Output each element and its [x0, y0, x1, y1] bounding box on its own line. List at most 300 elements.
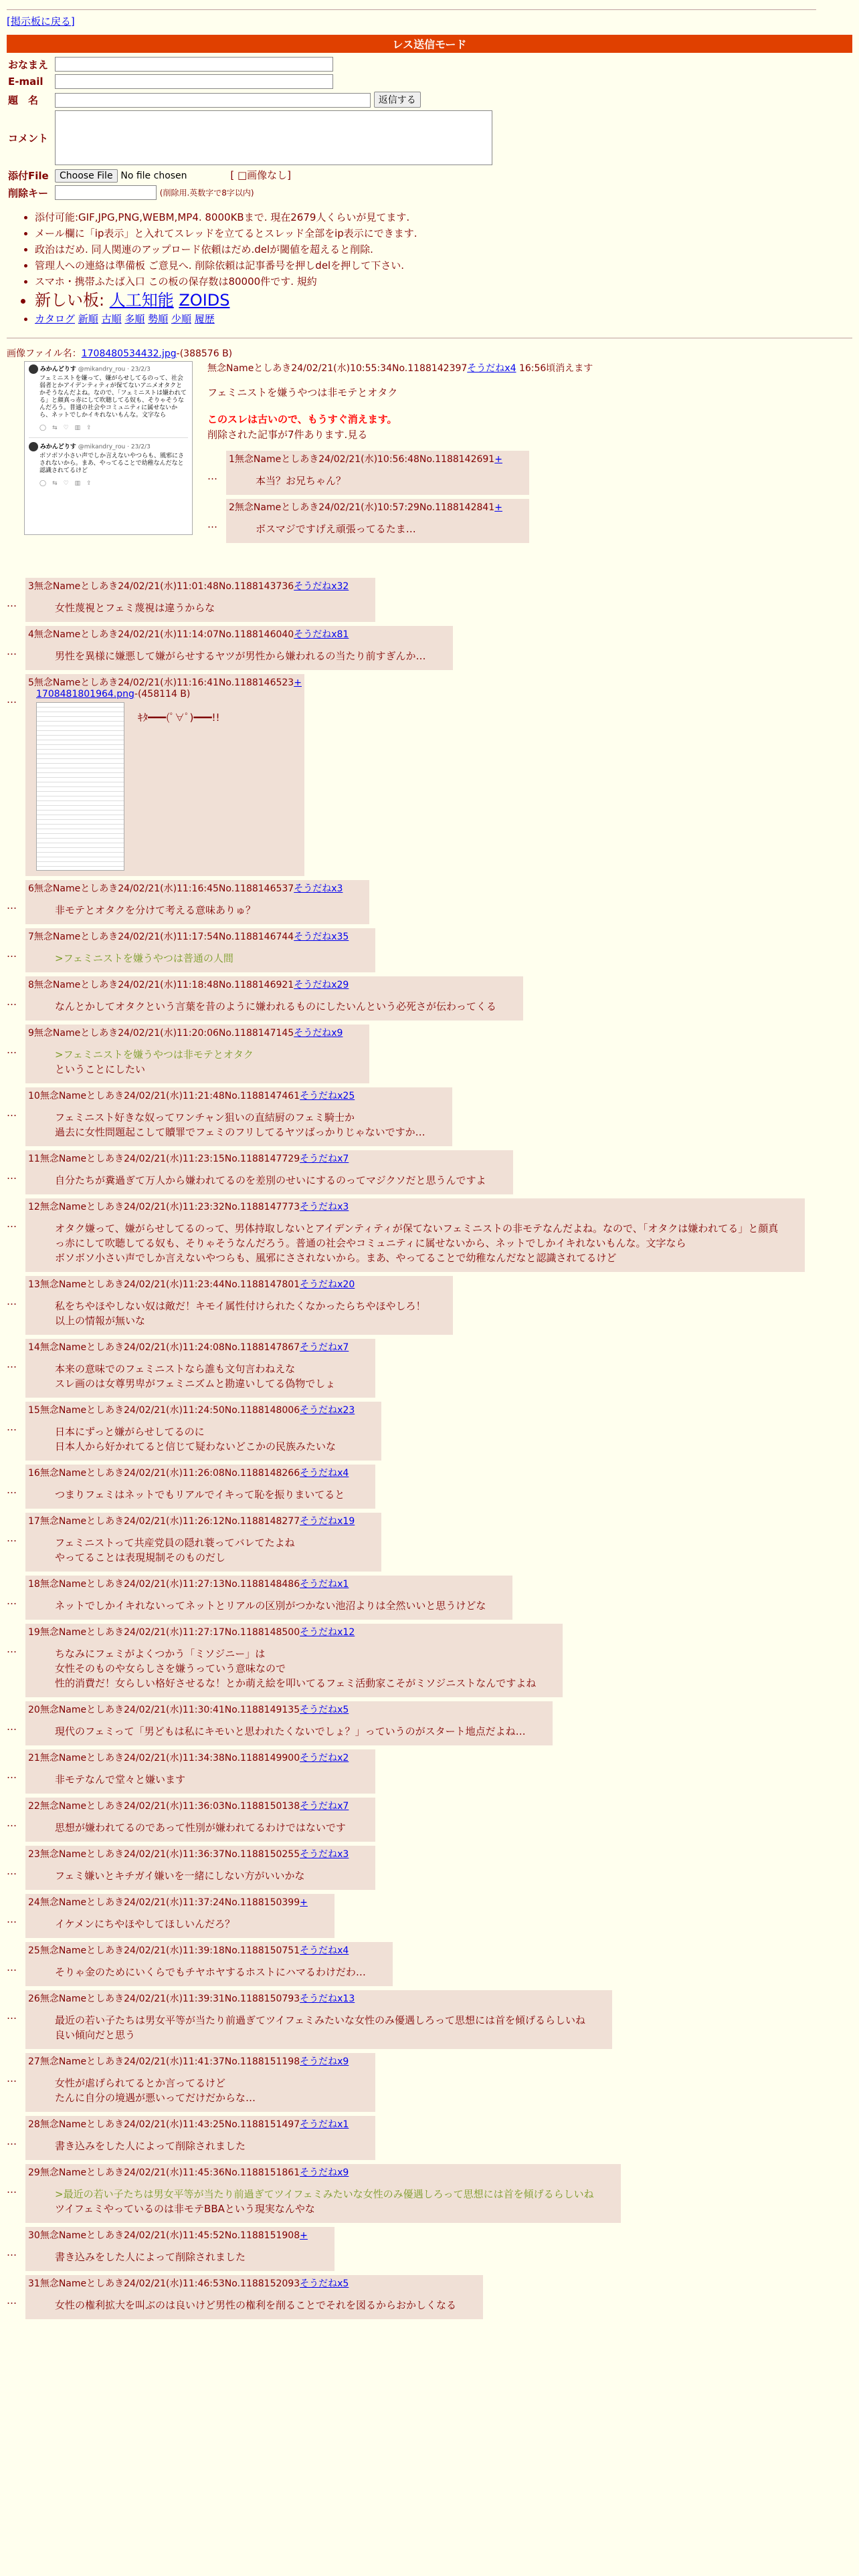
reply-post	[7, 1150, 852, 1194]
reply-number: 13	[28, 1279, 40, 1290]
tweet-user: みかんどりす	[39, 443, 76, 451]
image-file-label: 画像ファイル名：	[7, 348, 82, 359]
reply-body	[28, 2242, 308, 2266]
comment-label: コメント	[8, 132, 49, 144]
reply-body	[28, 1909, 308, 1933]
reply-gutter-dots: …	[7, 1721, 17, 1733]
reply-meta: 無念Nameとしあき24/02/21(水)11:26:12No.1188148277	[39, 1516, 300, 1527]
reply-post	[7, 578, 852, 622]
reply-body	[138, 702, 229, 871]
sodane-button[interactable]: そうだねx1	[300, 1579, 349, 1590]
reply-header	[28, 1751, 349, 1764]
reply-body	[28, 2005, 585, 2044]
op-header: 無念Nameとしあき24/02/21(水)10:55:34No.1188142397	[207, 363, 468, 374]
sodane-button[interactable]: +	[294, 677, 302, 688]
reply-body	[28, 1957, 366, 1981]
reply-meta: 無念Nameとしあき24/02/21(水)10:56:48No.1188142691	[234, 454, 495, 465]
reply-gutter-dots: …	[7, 1865, 17, 1877]
sodane-button[interactable]: そうだねx81	[294, 629, 349, 640]
reply-header	[28, 1943, 366, 1957]
delkey-note: (削除用.英数字で8字以内)	[159, 188, 254, 198]
reply-number: 20	[28, 1705, 40, 1715]
tweet-handle: @mikandry_rou · 23/2/3	[78, 443, 151, 451]
reply-number: 4	[28, 629, 34, 640]
reply-header	[28, 1992, 585, 2005]
sodane-button[interactable]: そうだねx32	[294, 581, 349, 592]
reply-box	[25, 1576, 512, 1620]
reply-gutter-dots: …	[7, 1107, 17, 1119]
reply-number: 2	[229, 502, 235, 513]
board-notes	[7, 209, 852, 327]
reply-meta: 無念Nameとしあき24/02/21(水)11:14:07No.1188146040	[33, 629, 294, 640]
reply-gutter-dots: …	[7, 645, 17, 657]
reply-post	[7, 1798, 852, 1842]
reply-image-row	[28, 702, 302, 871]
reply-line: 性的消費だ！女らしい格好させるな！とか萌え絵を叩いてるフェミ活動家こそがミソジニストなんですよね	[55, 1677, 537, 1689]
reply-thumbnail[interactable]	[36, 702, 124, 871]
sodane-button[interactable]: そうだねx20	[300, 1279, 355, 1290]
reply-mode-bar: レス送信モード	[7, 35, 852, 53]
reply-body	[28, 943, 349, 967]
reply-number: 23	[28, 1849, 40, 1860]
op-expire: 16:56頃消えます	[516, 363, 593, 374]
sodane-button[interactable]: そうだねx1	[300, 2119, 349, 2130]
reply-post	[7, 1513, 852, 1572]
reply-post	[207, 499, 529, 543]
reply-box	[25, 1513, 381, 1572]
reply-list	[7, 578, 852, 2319]
reply-line: 以上の情報が無いな	[55, 1315, 146, 1327]
reply-number: 29	[28, 2167, 40, 2178]
reply-number: 27	[28, 2056, 40, 2067]
reply-header	[28, 881, 343, 895]
reply-header	[28, 1200, 778, 1213]
reply-line: ちなみにフェミがよくつかう「ミソジニー」は	[55, 1648, 266, 1660]
reply-line: 自分たちが糞過ぎて万人から嫌われてるのを差別のせいにするのってマジクソだと思うんですよ	[55, 1174, 486, 1186]
reply-header	[28, 1277, 426, 1291]
op-image-link[interactable]: 1708480534432.jpg	[81, 348, 177, 359]
reply-meta: 無念Nameとしあき24/02/21(水)11:24:50No.1188148006	[39, 1405, 300, 1416]
reply-body	[28, 1716, 526, 1740]
reply-box	[25, 1276, 453, 1335]
reply-box	[25, 928, 375, 972]
delkey-label: 削除キー	[8, 187, 49, 199]
reply-meta: 無念Nameとしあき24/02/21(水)11:46:53No.1188152093	[39, 2278, 300, 2289]
top-divider	[7, 9, 816, 10]
reply-body	[28, 1291, 426, 1329]
sodane-button[interactable]: そうだねx9	[300, 2167, 349, 2178]
catalog-links	[35, 311, 852, 327]
reply-box	[25, 880, 369, 924]
reply-post	[7, 674, 852, 876]
reply-meta: 無念Nameとしあき24/02/21(水)11:36:03No.1188150138	[39, 1801, 300, 1812]
reply-line: 女性の権利拡大を叫ぶのは良いけど男性の権利を削ることでそれを図るからおかしくなる	[55, 2299, 457, 2311]
sort-many-link[interactable]: 多順	[124, 313, 145, 325]
reply-line: 本当？お兄ちゃん？	[256, 475, 347, 487]
reply-box	[25, 2053, 375, 2112]
reply-meta: 無念Nameとしあき24/02/21(水)11:45:52No.1188151908	[39, 2230, 300, 2241]
reply-header	[28, 930, 349, 943]
reply-header	[28, 1577, 486, 1590]
reply-body	[229, 465, 502, 490]
reply-gutter-dots: …	[7, 2183, 17, 2195]
reply-gutter-dots: …	[7, 1643, 17, 1655]
reply-meta: 無念Nameとしあき24/02/21(水)11:17:54No.1188146744	[33, 932, 294, 942]
tweet-user: みかんどりす	[39, 366, 76, 373]
reply-header	[28, 675, 302, 689]
reply-line: たんに自分の境遇が悪いってだけだからな…	[55, 2092, 256, 2104]
reply-box	[25, 1990, 612, 2049]
reply-number: 10	[28, 1091, 40, 1101]
reply-gutter-dots: …	[7, 2246, 17, 2258]
reply-body	[28, 2290, 456, 2314]
reply-line: っ赤にして吹聴してる奴も、そりゃそうなんだろう。普通の社会やコミュニティに属せないから、ネットでしかイキれないもんな。文字なら	[55, 1237, 686, 1249]
reply-box	[25, 2227, 335, 2271]
reply-body	[28, 593, 349, 617]
reply-line: >最近の若い子たちは男女平等が当たり前過ぎてツイフェミみたいな女性のみ優遇しろって思想には首を傾げるらしいね	[55, 2188, 594, 2200]
reply-meta: 無念Nameとしあき24/02/21(水)11:27:17No.1188148500	[39, 1627, 300, 1638]
reply-box	[226, 451, 529, 495]
reply-box	[25, 1402, 381, 1461]
sodane-button[interactable]: そうだねx9	[294, 1028, 343, 1039]
reply-image-link[interactable]: 1708481801964.png	[36, 689, 134, 700]
reply-meta: 無念Nameとしあき24/02/21(水)11:23:44No.1188147801	[39, 1279, 300, 1290]
reply-gutter-dots: …	[7, 1170, 17, 1182]
reply-line: そりゃ金のためにいくらでもチヤホヤするホストにハマるわけだわ…	[55, 1966, 366, 1978]
reply-body	[28, 1638, 536, 1692]
reply-box	[25, 1198, 805, 1272]
reply-number: 5	[28, 677, 34, 688]
reply-header	[28, 1089, 425, 1102]
sodane-button[interactable]: そうだねx35	[294, 932, 349, 942]
reply-box	[25, 2275, 483, 2319]
tweet-handle: @mikandry_rou · 23/2/3	[78, 366, 151, 373]
reply-header	[28, 1703, 526, 1716]
reply-post	[7, 976, 852, 1021]
old-thread-warning: このスレは古いので、もうすぐ消えます。	[207, 413, 397, 425]
reply-header	[28, 1895, 308, 1909]
reply-header	[28, 2276, 456, 2290]
reply-meta: 無念Nameとしあき24/02/21(水)11:16:45No.1188146537	[33, 883, 294, 894]
deleted-posts-note[interactable]: 削除された記事が7件あります.見る	[207, 429, 368, 441]
reply-post	[7, 1402, 852, 1461]
reply-box	[25, 1894, 335, 1938]
sodane-button[interactable]: +	[494, 454, 502, 465]
tweet-actions: ◯ ⇆ ♡ ▥ ⇪	[39, 425, 92, 431]
reply-body	[28, 1860, 349, 1885]
reply-meta: 無念Nameとしあき24/02/21(水)11:21:48No.1188147461	[39, 1091, 300, 1101]
reply-body	[28, 1165, 486, 1189]
sodane-button[interactable]: そうだねx3	[300, 1202, 349, 1212]
sodane-button[interactable]: +	[300, 1897, 308, 1908]
reply-box	[25, 1942, 393, 1986]
reply-header	[28, 1403, 355, 1416]
reply-header	[28, 627, 426, 641]
reply-box	[25, 1701, 553, 1745]
reply-form	[7, 56, 494, 201]
reply-box	[226, 499, 529, 543]
sodane-button[interactable]: そうだねx19	[300, 1516, 355, 1527]
sodane-button[interactable]: そうだねx23	[300, 1405, 355, 1416]
sort-momentum-link[interactable]: 勢順	[148, 313, 169, 325]
reply-body	[28, 1479, 349, 1503]
op-thumbnail[interactable]	[24, 361, 193, 535]
reply-post	[7, 1624, 852, 1697]
reply-number: 6	[28, 883, 34, 894]
reply-body	[28, 1416, 355, 1455]
reply-box	[25, 1846, 375, 1890]
reply-line: 女性が虐げられてるとか言ってるけど	[55, 2077, 226, 2089]
reply-number: 11	[28, 1154, 40, 1164]
tweet-text: フェミニストを嫌って、嫌がらせしてるのって、社会弱者とかアイデンティティが保てないアニメオタクとかそうなんだよね。なので、「フェミニストは嫌われてる」と顔真っ赤にして吹聴してる奴も、そりゃそうなんだろう。普通の社会やコミュニティに属せないから、ネットでしかイキれないもんな。文字なら	[39, 375, 187, 419]
note-item: • 添付可能:GIF,JPG,PNG,WEBM,MP4. 8000KBまで. 現在2679人くらいが見てます.	[35, 209, 852, 225]
reply-header	[229, 500, 502, 514]
reply-line: 日本にずっと嫌がらせしてるのに	[55, 1426, 205, 1438]
reply-box	[25, 1798, 375, 1842]
reply-meta: 無念Nameとしあき24/02/21(水)11:39:31No.1188150793	[39, 1994, 300, 2004]
reply-post	[7, 1576, 852, 1620]
sodane-button[interactable]: そうだねx4	[300, 1945, 349, 1956]
reply-number: 15	[28, 1405, 40, 1416]
reply-line: ツイフェミやっているのは非モテBBAという現実なんやな	[55, 2203, 315, 2215]
reply-header	[28, 1514, 355, 1527]
reply-number: 19	[28, 1627, 40, 1638]
reply-line: 最近の若い子たちは男女平等が当たり前過ぎてツイフェミみたいな女性のみ優遇しろって思想には首を傾げるらしいね	[55, 2014, 586, 2026]
reply-gutter-dots: …	[7, 1769, 17, 1781]
sodane-button[interactable]: そうだねx9	[300, 2056, 349, 2067]
delkey-input[interactable]	[55, 185, 157, 200]
reply-image-line	[28, 689, 302, 700]
reply-gutter-dots: …	[7, 2010, 17, 2022]
reply-meta: 無念Nameとしあき24/02/21(水)11:01:48No.1188143736	[33, 581, 294, 592]
reply-gutter-dots: …	[7, 2072, 17, 2084]
reply-body	[28, 895, 343, 919]
op-post	[7, 346, 852, 574]
tweet-text: ボソボソ小さい声でしか言えないやつらも、風邪にさされないから。まあ、やってることで幼稚なんだなと認識されてるけど	[39, 453, 185, 474]
sodane-button[interactable]: そうだねx5	[300, 2278, 349, 2289]
reply-number: 21	[28, 1753, 40, 1763]
nested-replies	[207, 447, 529, 546]
reply-body	[28, 1764, 349, 1788]
no-image-checkbox[interactable]: [ □画像なし]	[230, 169, 291, 181]
history-link[interactable]: 履歴	[194, 313, 215, 325]
reply-post	[7, 1276, 852, 1335]
reply-line: フェミニスト好きな奴ってワンチャン狙いの直結厨のフェミ騎士か	[55, 1111, 355, 1123]
sodane-button[interactable]: そうだねx25	[300, 1091, 355, 1101]
reply-gutter-dots: …	[7, 996, 17, 1008]
reply-line: 書き込みをした人によって削除されました	[55, 2251, 246, 2263]
reply-post	[7, 1087, 852, 1146]
sort-old-link[interactable]: 古順	[101, 313, 122, 325]
reply-box	[25, 1087, 452, 1146]
reply-meta: 無念Nameとしあき24/02/21(水)11:34:38No.1188149900	[39, 1753, 300, 1763]
reply-post	[7, 1749, 852, 1794]
reply-gutter-dots: …	[7, 597, 17, 609]
reply-line: フェミ嫌いとキチガイ嫌いを一緒にしない方がいいかな	[55, 1870, 305, 1882]
reply-number: 18	[28, 1579, 40, 1590]
sodane-button[interactable]: そうだねx3	[294, 883, 343, 894]
reply-box	[25, 1465, 375, 1509]
sodane-button[interactable]: そうだねx4	[300, 1468, 349, 1479]
reply-gutter-dots: …	[207, 470, 217, 482]
reply-line: フェミニストって共産党員の隠れ蓑ってバレてたよね	[55, 1537, 295, 1549]
subject-input[interactable]	[55, 93, 371, 108]
reply-header	[28, 1847, 349, 1860]
reply-line: 非モテなんで堂々と嫌います	[55, 1774, 186, 1786]
reply-body	[28, 1102, 425, 1141]
reply-number: 31	[28, 2278, 40, 2289]
reply-gutter-dots: …	[7, 1595, 17, 1607]
sodane-button[interactable]: そうだねx29	[294, 980, 349, 990]
sodane-button[interactable]: そうだねx2	[300, 1753, 349, 1763]
reply-post	[7, 1894, 852, 1938]
reply-post	[7, 1025, 852, 1083]
sodane-button[interactable]: +	[494, 502, 502, 513]
reply-line: 女性そのものや女らしさを嫌うっていう意味なので	[55, 1662, 286, 1675]
reply-post	[7, 1942, 852, 1986]
reply-post	[7, 1198, 852, 1272]
reply-header	[28, 1026, 343, 1039]
new-board-link-ai[interactable]: 人工知能	[109, 291, 174, 310]
reply-box	[25, 1339, 375, 1398]
reply-line: 良い傾向だと思う	[55, 2029, 136, 2041]
reply-box	[25, 976, 523, 1021]
sodane-button[interactable]: そうだねx7	[300, 1342, 349, 1353]
reply-header	[28, 1340, 349, 1354]
name-input[interactable]	[55, 57, 333, 72]
reply-meta: 無念Nameとしあき24/02/21(水)10:57:29No.1188142841	[234, 502, 495, 513]
subject-label: 題 名	[8, 94, 39, 106]
tweet-actions: ◯ ⇆ ♡ ▥ ⇪	[39, 480, 92, 487]
reply-body	[28, 641, 426, 665]
reply-header	[28, 2165, 594, 2179]
reply-meta: 無念Nameとしあき24/02/21(水)11:39:18No.1188150751	[39, 1945, 300, 1956]
reply-line: イケメンにちやほやしてほしいんだろ？	[55, 1918, 235, 1930]
reply-line: 男性を異様に嫌悪して嫌がらせするヤツが男性から嫌われるの当たり前すぎんか…	[55, 650, 426, 662]
tweet-avatar-icon	[29, 364, 38, 374]
reply-body	[28, 1039, 343, 1078]
new-board-link-zoids[interactable]: ZOIDS	[179, 291, 230, 310]
reply-post	[7, 1339, 852, 1398]
reply-post	[7, 1990, 852, 2049]
reply-line: 思想が嫌われてるのであって性別が嫌われてるわけではないです	[55, 1822, 346, 1834]
reply-body	[28, 2068, 349, 2107]
reply-body	[28, 1812, 349, 1836]
sodane-button[interactable]: そうだねx13	[300, 1994, 355, 2004]
reply-line: スレ画のは女尊男卑がフェミニズムと勘違いしてる偽物でしょ	[55, 1378, 336, 1390]
reply-line: ｷﾀ━━━(ﾟ∀ﾟ)━━━!!	[138, 712, 220, 724]
catalog-link[interactable]: カタログ	[35, 313, 76, 325]
reply-post	[7, 1701, 852, 1745]
reply-number: 14	[28, 1342, 40, 1353]
sodane-button[interactable]: +	[300, 2230, 308, 2241]
reply-post	[7, 928, 852, 972]
reply-line: 女性蔑視とフェミ蔑視は違うからな	[55, 602, 215, 614]
reply-post	[7, 626, 852, 670]
choose-file-button[interactable]: Choose File	[55, 169, 118, 183]
email-label: E-mail	[8, 76, 43, 88]
reply-post	[7, 2116, 852, 2160]
reply-meta: 無念Nameとしあき24/02/21(水)11:26:08No.1188148266	[39, 1468, 300, 1479]
reply-body	[28, 991, 496, 1015]
reply-gutter-dots: …	[207, 518, 217, 530]
sodane-button[interactable]: そうだねx5	[300, 1705, 349, 1715]
reply-image-size: -(458114 B)	[134, 689, 191, 700]
reply-box	[25, 674, 304, 876]
note-item: • 管理人への連絡は準備板 ご意見へ. 削除依頼は記事番号を押しdelを押して下さい.	[35, 257, 852, 274]
note-item: • メール欄に「ip表示」と入れてスレッドを立てるとスレッド全部をip表示にできます.	[35, 225, 852, 241]
reply-line: なんとかしてオタクという言葉を昔のように嫌われるものにしたいんという必死さが伝わってくる	[55, 1000, 496, 1012]
reply-body	[28, 1213, 778, 1267]
reply-number: 28	[28, 2119, 40, 2130]
sodane-button[interactable]: そうだねx12	[300, 1627, 355, 1638]
reply-gutter-dots: …	[7, 1295, 17, 1307]
reply-box	[25, 578, 375, 622]
reply-line: オタク嫌って、嫌がらせしてるのって、男体持取しないとアイデンティティが保てないフェミニストの非モテなんだよね。なので、「オタクは嫌われてる」と顔真	[55, 1222, 779, 1235]
sort-few-link[interactable]: 少順	[171, 313, 191, 325]
reply-gutter-dots: …	[7, 2135, 17, 2147]
reply-line: 書き込みをした人によって削除されました	[55, 2140, 246, 2152]
reply-number: 7	[28, 932, 34, 942]
reply-line: ボソボソ小さい声でしか言えないやつらも、風邪にさされないから。まあ、やってることで幼稚なんだなと認識されてるけど	[55, 1252, 617, 1264]
reply-header	[28, 1466, 349, 1479]
reply-body	[28, 2131, 349, 2155]
reply-line: 非モテとオタクを分けて考える意味ありゅ？	[55, 904, 256, 916]
reply-number: 12	[28, 1202, 40, 1212]
sodane-button[interactable]: そうだねx7	[300, 1801, 349, 1812]
reply-line: 私をちやほやしない奴は敵だ！キモイ属性付けられたくなかったらちやほやしろ！	[55, 1300, 426, 1312]
submit-button[interactable]: 返信する	[374, 92, 421, 108]
sort-new-link[interactable]: 新順	[78, 313, 98, 325]
reply-gutter-dots: …	[7, 1913, 17, 1925]
reply-post	[7, 880, 852, 924]
reply-header	[28, 1152, 486, 1165]
comment-textarea[interactable]	[55, 110, 492, 165]
reply-header	[28, 2228, 308, 2242]
reply-box	[25, 2116, 375, 2160]
reply-number: 3	[28, 581, 34, 592]
reply-gutter-dots: …	[7, 1218, 17, 1230]
file-label: 添付File	[8, 169, 49, 182]
reply-meta: 無念Nameとしあき24/02/21(水)11:27:13No.1188148486	[39, 1579, 300, 1590]
reply-meta: 無念Nameとしあき24/02/21(水)11:23:15No.1188147729	[39, 1154, 300, 1164]
reply-gutter-dots: …	[7, 1532, 17, 1544]
reply-meta: 無念Nameとしあき24/02/21(水)11:45:36No.1188151861	[39, 2167, 300, 2178]
reply-box	[25, 626, 453, 670]
reply-meta: 無念Nameとしあき24/02/21(水)11:20:06No.1188147145	[33, 1028, 294, 1039]
reply-line: 日本人から好かれてると信じて疑わないどこかの民族みたいな	[55, 1440, 337, 1453]
back-to-board-link[interactable]: [掲示板に戻る]	[7, 15, 75, 27]
sodane-button[interactable]: そうだねx7	[300, 1154, 349, 1164]
reply-gutter-dots: …	[7, 1421, 17, 1433]
email-input[interactable]	[55, 74, 333, 89]
reply-header	[28, 978, 496, 991]
reply-post	[207, 451, 529, 495]
reply-post	[7, 1465, 852, 1509]
op-sodane-button[interactable]: そうだねx4	[467, 363, 516, 374]
reply-box	[25, 2164, 621, 2223]
reply-header	[28, 1799, 349, 1812]
reply-post	[7, 1846, 852, 1890]
reply-body	[28, 1527, 355, 1566]
reply-line: 本来の意味でのフェミニストなら誰も文句言わねえな	[55, 1363, 296, 1375]
reply-header	[28, 2117, 349, 2131]
note-item: • 政治はだめ. 同人関連のアップロード依頼はだめ.delが閾値を超えると削除.	[35, 241, 852, 257]
name-label: おなまえ	[8, 58, 49, 71]
sodane-button[interactable]: そうだねx3	[300, 1849, 349, 1860]
reply-line: やってることは表現規制そのものだし	[55, 1551, 226, 1564]
reply-header	[28, 1625, 536, 1638]
